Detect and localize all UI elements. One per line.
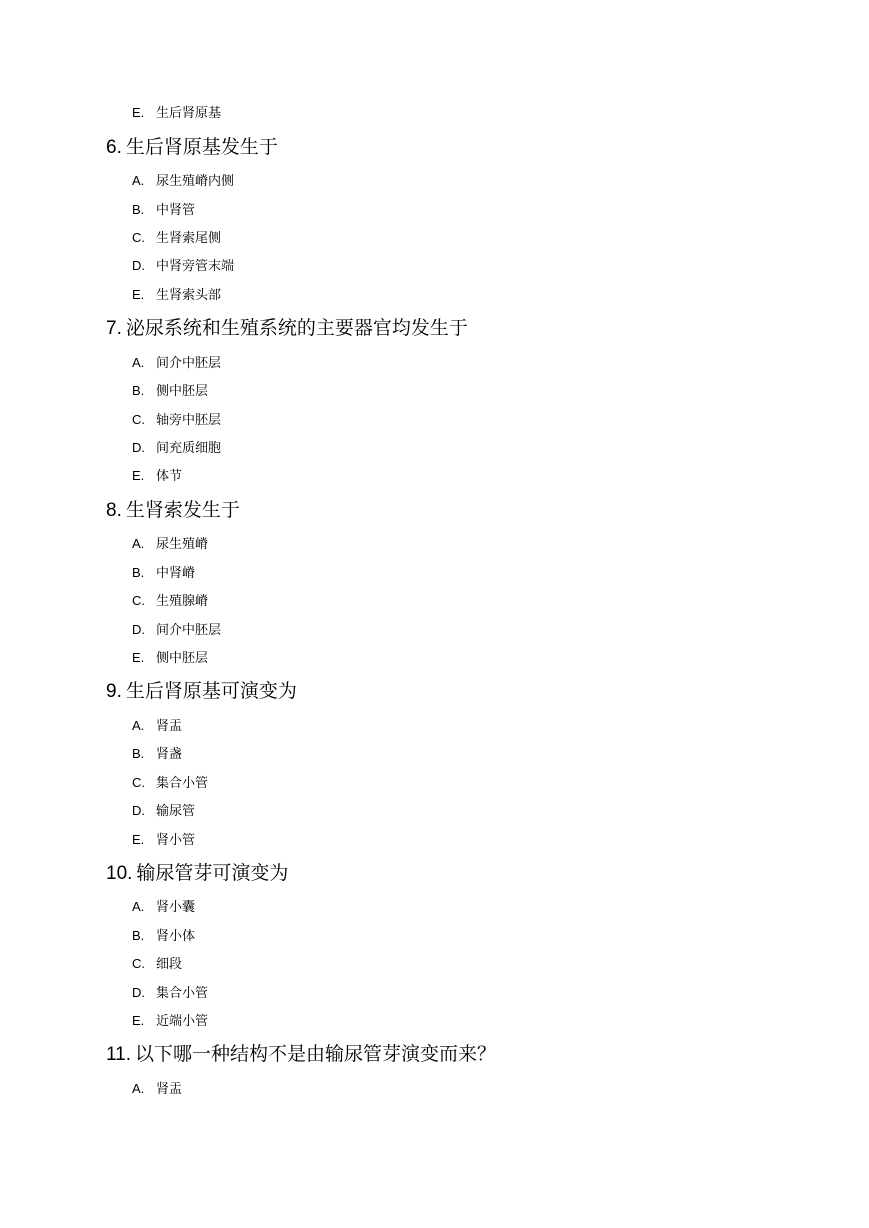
option-letter: B. bbox=[132, 928, 145, 943]
option-8e bbox=[132, 649, 208, 668]
option-text: 尿生殖嵴 bbox=[156, 537, 209, 552]
option-text: 肾小体 bbox=[156, 929, 196, 944]
option-letter: C. bbox=[132, 956, 145, 971]
option-letter: D. bbox=[132, 258, 145, 273]
option-text: 体节 bbox=[156, 469, 183, 484]
option-10e bbox=[132, 1012, 208, 1031]
option-letter: D. bbox=[132, 440, 145, 455]
option-8c bbox=[132, 592, 208, 611]
option-text: 肾小管 bbox=[156, 833, 196, 848]
option-text: 肾盏 bbox=[156, 747, 183, 762]
option-8b bbox=[132, 564, 195, 583]
option-text: 尿生殖嵴内侧 bbox=[156, 174, 235, 189]
question-11 bbox=[106, 1042, 496, 1067]
option-text: 集合小管 bbox=[156, 776, 209, 791]
option-text: 间介中胚层 bbox=[156, 356, 222, 371]
option-10b bbox=[132, 927, 195, 946]
option-7a bbox=[132, 354, 221, 373]
option-9b bbox=[132, 745, 182, 764]
question-8 bbox=[106, 498, 240, 523]
option-10d bbox=[132, 984, 208, 1003]
option-letter: C. bbox=[132, 412, 145, 427]
option-6b bbox=[132, 201, 195, 220]
option-letter: E. bbox=[132, 1013, 145, 1028]
option-text: 肾盂 bbox=[156, 719, 183, 734]
option-6d bbox=[132, 257, 234, 276]
option-text: 轴旁中胚层 bbox=[156, 413, 222, 428]
option-text: 侧中胚层 bbox=[156, 384, 209, 399]
option-5e bbox=[132, 104, 221, 123]
option-letter: A. bbox=[132, 1081, 145, 1096]
option-text: 侧中胚层 bbox=[156, 651, 209, 666]
option-letter: A. bbox=[132, 355, 145, 370]
question-number: 8. bbox=[106, 500, 122, 521]
option-10c bbox=[132, 955, 182, 974]
option-6c bbox=[132, 229, 221, 248]
option-text: 生肾索头部 bbox=[156, 288, 222, 303]
option-text: 间介中胚层 bbox=[156, 623, 222, 638]
option-9c bbox=[132, 774, 208, 793]
option-letter: E. bbox=[132, 105, 145, 120]
option-letter: D. bbox=[132, 622, 145, 637]
option-text: 输尿管 bbox=[156, 804, 196, 819]
question-number: 6. bbox=[106, 137, 122, 158]
option-letter: A. bbox=[132, 718, 145, 733]
option-letter: B. bbox=[132, 383, 145, 398]
question-text: 输尿管芽可演变为 bbox=[136, 862, 289, 884]
question-9 bbox=[106, 679, 297, 704]
option-letter: A. bbox=[132, 899, 145, 914]
option-9d bbox=[132, 802, 195, 821]
option-letter: C. bbox=[132, 775, 145, 790]
option-letter: C. bbox=[132, 593, 145, 608]
option-text: 间充质细胞 bbox=[156, 441, 222, 456]
option-letter: B. bbox=[132, 565, 145, 580]
question-number: 7. bbox=[106, 318, 122, 339]
question-text: 泌尿系统和生殖系统的主要器官均发生于 bbox=[125, 317, 468, 339]
option-text: 近端小管 bbox=[156, 1014, 209, 1029]
question-10 bbox=[106, 861, 288, 886]
option-8a bbox=[132, 535, 208, 554]
option-text: 生后肾原基 bbox=[156, 106, 222, 121]
option-letter: E. bbox=[132, 650, 145, 665]
option-6e bbox=[132, 286, 221, 305]
question-text: 生后肾原基可演变为 bbox=[125, 680, 297, 702]
option-letter: A. bbox=[132, 173, 145, 188]
question-text: 以下哪一种结构不是由输尿管芽演变而来？ bbox=[135, 1043, 497, 1065]
option-9e bbox=[132, 831, 195, 850]
option-6a bbox=[132, 172, 234, 191]
option-text: 细段 bbox=[156, 957, 183, 972]
question-number: 10. bbox=[106, 863, 133, 884]
option-letter: D. bbox=[132, 803, 145, 818]
option-text: 生肾索尾侧 bbox=[156, 231, 222, 246]
option-7b bbox=[132, 382, 208, 401]
option-letter: C. bbox=[132, 230, 145, 245]
question-number: 9. bbox=[106, 681, 122, 702]
option-text: 中肾嵴 bbox=[156, 566, 196, 581]
option-7e bbox=[132, 467, 182, 486]
option-11a bbox=[132, 1080, 182, 1099]
option-letter: E. bbox=[132, 832, 145, 847]
question-7 bbox=[106, 316, 468, 341]
option-text: 生殖腺嵴 bbox=[156, 594, 209, 609]
question-6 bbox=[106, 135, 278, 160]
option-letter: E. bbox=[132, 287, 145, 302]
option-9a bbox=[132, 717, 182, 736]
option-letter: D. bbox=[132, 985, 145, 1000]
option-8d bbox=[132, 621, 221, 640]
option-7c bbox=[132, 411, 221, 430]
option-letter: B. bbox=[132, 202, 145, 217]
option-text: 中肾管 bbox=[156, 203, 196, 218]
question-text: 生后肾原基发生于 bbox=[125, 136, 278, 158]
option-text: 中肾旁管末端 bbox=[156, 259, 235, 274]
option-7d bbox=[132, 439, 221, 458]
option-letter: B. bbox=[132, 746, 145, 761]
option-text: 集合小管 bbox=[156, 986, 209, 1001]
option-letter: E. bbox=[132, 468, 145, 483]
question-number: 11. bbox=[106, 1044, 132, 1065]
option-text: 肾小囊 bbox=[156, 900, 196, 915]
option-10a bbox=[132, 898, 195, 917]
option-letter: A. bbox=[132, 536, 145, 551]
question-text: 生肾索发生于 bbox=[125, 499, 240, 521]
option-text: 肾盂 bbox=[156, 1082, 183, 1097]
